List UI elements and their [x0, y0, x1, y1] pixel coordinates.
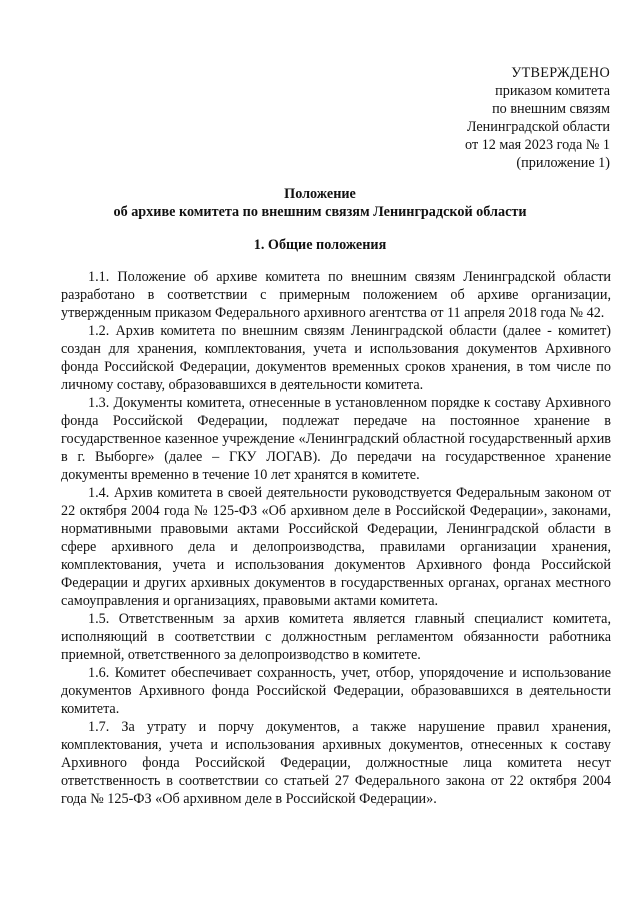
title-line-2: об архиве комитета по внешним связям Ленинградской области	[113, 204, 527, 220]
approval-line: Ленинградской области	[466, 119, 610, 135]
approval-heading: УТВЕРЖДЕНО	[511, 65, 610, 81]
approval-stamp	[465, 64, 610, 172]
title-line-1: Положение	[284, 186, 356, 202]
section-heading: 1. Общие положения	[253, 237, 387, 253]
paragraph-1-7: 1.7. За утрату и порчу документов, а также нарушение правил хранения, комплектования, учета и использования архивных документов, отнесенных к составу Архивного фонда Российской Федерации, должностные лица комитета несут ответственность в соответствии со статьей 27 Федерального закона от 22 октября 2004 года № 125-ФЗ «Об архивном деле в Российской Федерации».	[61, 719, 611, 807]
approval-date: от 12 мая 2023 года № 1	[465, 137, 610, 153]
approval-line: приказом комитета	[495, 83, 610, 99]
paragraph-1-6: 1.6. Комитет обеспечивает сохранность, учет, отбор, упорядочение и использование документов Архивного фонда Российской Федерации, образовавшихся в деятельности комитета.	[61, 665, 611, 717]
document-title	[0, 185, 640, 221]
paragraph-1-2: 1.2. Архив комитета по внешним связям Ленинградской области (далее - комитет) создан для хранения, комплектования, учета и использования документов Архивного фонда Российской Федерации, документов временных сроков хранения, в том числе по личному составу, образовавшихся в деятельности комитета.	[61, 323, 611, 393]
paragraph-1-4: 1.4. Архив комитета в своей деятельности руководствуется Федеральным законом от 22 октября 2004 года № 125-ФЗ «Об архивном деле в Российской Федерации», законами, нормативными правовыми актами Российской Федерации, Ленинградской области в сфере архивного дела и делопроизводства, правилами организации хранения, комплектования, учета и использования документов Архивного фонда Российской Федерации и других архивных документов в государственных органах, органах местного самоуправления и организациях, правовыми актами комитета.	[61, 485, 611, 609]
document-body	[61, 268, 611, 808]
paragraph-1-3: 1.3. Документы комитета, отнесенные в установленном порядке к составу Архивного фонда Российской Федерации, подлежат передаче на постоянное хранение в государственное казенное учреждение «Ленинградский областной государственный архив в г. Выборге» (далее – ГКУ ЛОГАВ). До передачи на государственное хранение документы временно в течение 10 лет хранятся в комитете.	[61, 395, 611, 483]
approval-line: по внешним связям	[492, 101, 610, 117]
approval-appendix: (приложение 1)	[516, 155, 610, 171]
paragraph-1-5: 1.5. Ответственным за архив комитета является главный специалист комитета, исполняющий в соответствии с должностным регламентом обязанности работника приемной, ответственного за делопроизводство в комитете.	[61, 611, 611, 663]
paragraph-1-1: 1.1. Положение об архиве комитета по внешним связям Ленинградской области разработано в соответствии с примерным положением об архиве организации, утвержденным приказом Федерального архивного агентства от 11 апреля 2018 года № 42.	[61, 269, 611, 321]
